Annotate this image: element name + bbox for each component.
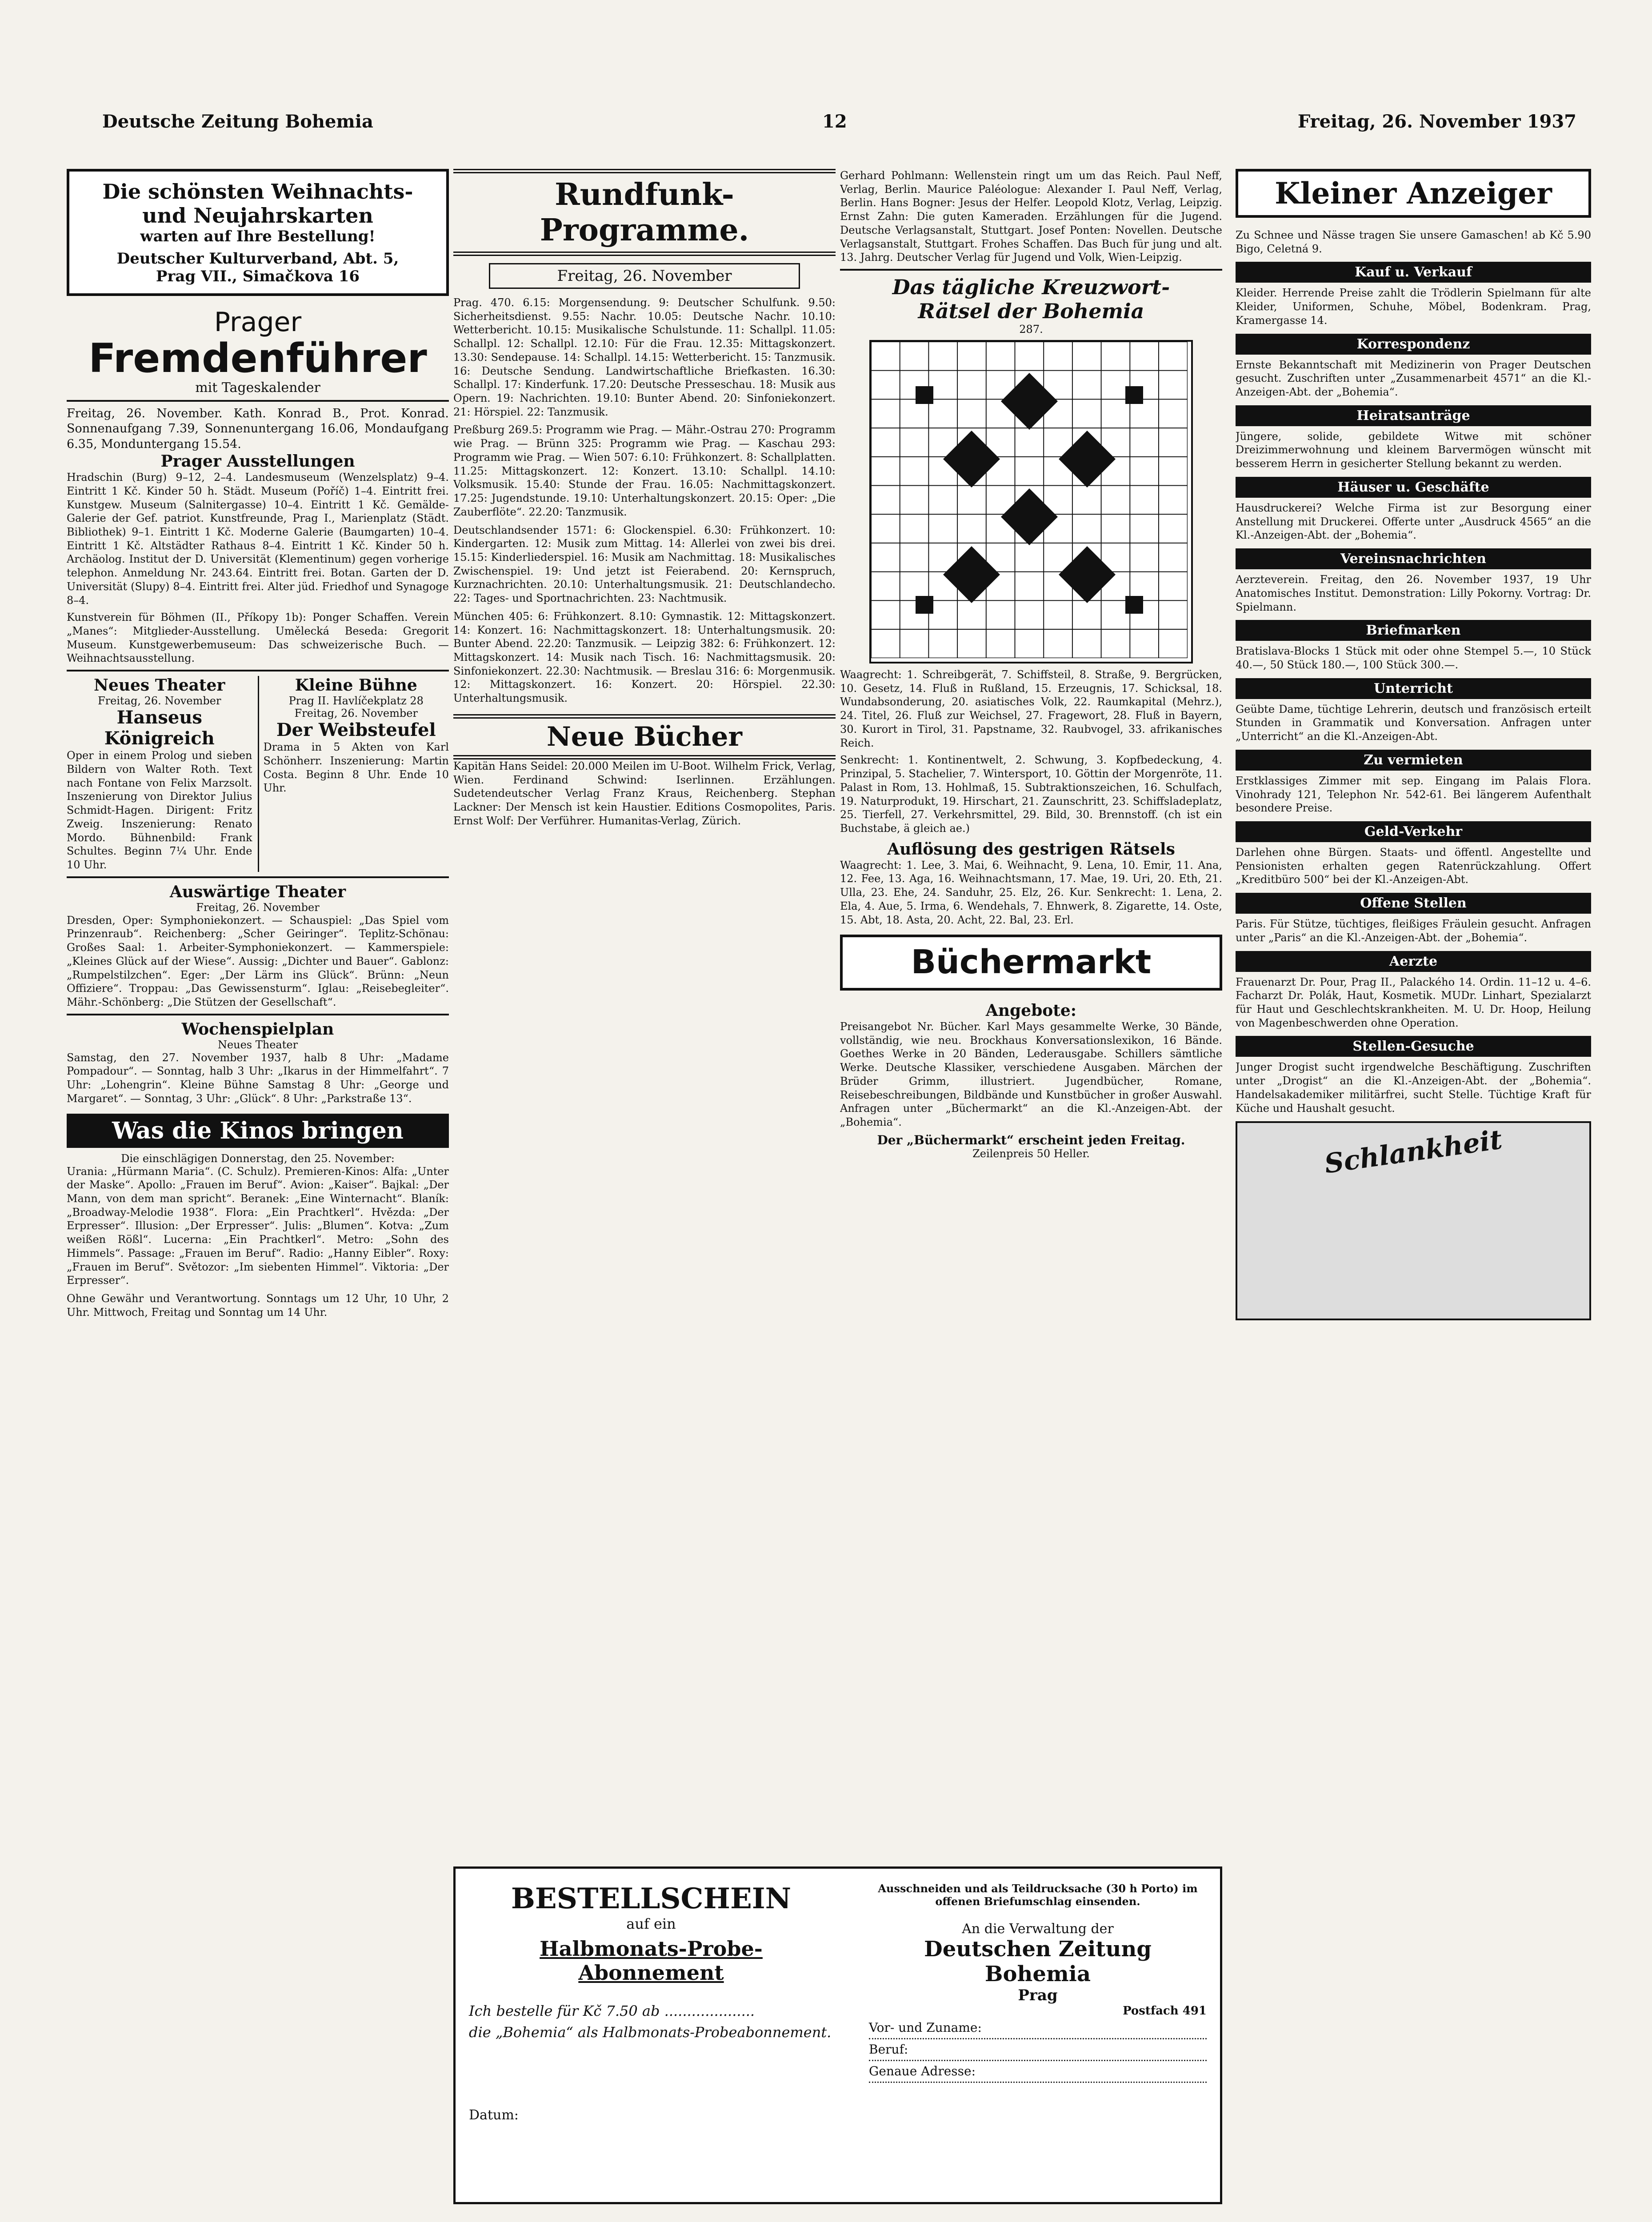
- guide-calendar-text: Freitag, 26. November. Kath. Konrad B., Prot. Konrad. Sonnenaufgang 7.39, Sonnenuntergang 16.06, Mondaufgang 6.35, Monduntergang 15.54.: [67, 406, 449, 451]
- solution-heading: Auflösung des gestrigen Rätsels: [887, 839, 1175, 859]
- order-date-label: Datum:: [469, 2107, 519, 2123]
- cinema-subheading: Die einschlägigen Donnerstag, den 25. November:: [121, 1152, 395, 1165]
- radio-date: Freitag, 26. November: [489, 263, 800, 289]
- crossword-number: 287.: [1019, 323, 1043, 336]
- order-form-note: Ausschneiden und als Teildrucksache (30 h Porto) im offenen Briefumschlag einsenden.: [878, 1882, 1198, 1908]
- name-field[interactable]: [869, 2020, 1207, 2039]
- theater-address: Prag II. Havlíčekplatz 28: [288, 695, 424, 707]
- divider: [840, 269, 1222, 271]
- weekly-schedule-heading: Wochenspielplan: [181, 1019, 334, 1039]
- order-form-offer: Halbmonats-Probe-Abonnement: [540, 1937, 763, 1985]
- outside-theater-date: Freitag, 26. November: [196, 901, 320, 914]
- slimming-advert: [1236, 1121, 1591, 1320]
- small-ad-text: Kleider. Herrende Preise zahlt die Trödlerin Spielmann für alte Kleider, Uniformen, Schuhe, Möbel, Bodenkram. Prag, Kramergasse 14.: [1236, 287, 1591, 327]
- advert-brand: Schlankheit: [1322, 1124, 1504, 1180]
- new-books-continued: Gerhard Pohlmann: Wellenstein ringt um um das Reich. Paul Neff, Verlag, Berlin. Maurice Paléologue: Alexander I. Paul Neff, Verlag, Berlin. Hans Bogner: Jesus der Helfer. Leopold Klotz, Verlag, Leipzig. Ernst Zahn: Die guten Kameraden. Erzählungen für die Jugend. Deutsche Verlagsanstalt, Stuttgart. Josef Ponten: Novellen. Deutsche Verlagsanstalt, Stuttgart. Frohes Schaffen. Das Buch für jung und alt. 13. Jahrg. Deutscher Verlag für Jugend und Volk, Wien-Leipzig.: [840, 169, 1222, 264]
- masthead-paper-name: Deutsche Zeitung Bohemia: [102, 111, 373, 132]
- radio-program-more: München 405: 6: Frühkonzert. 8.10: Gymnastik. 12: Mittagskonzert. 14: Konzert. 16: Nachmittagskonzert. 18: Unterhaltungsmusik. 20: Bunter Abend. 22.20: Tanzmusik. — Leipzig 382: 6: Frühkonzert. 12: Mittagskonzert. 14: Musik nach Tisch. 16: Nachmittagsmusik. 20: Sinfoniekonzert. 22.30: Nachtmusik. — Breslau 316: 6: Morgenmusik. 12: Mittagskonzert. 16: Konzert. 20: Hörspiel. 22.30: Unterhaltungsmusik.: [453, 610, 836, 705]
- order-line-2: die „Bohemia“ als Halbmonats-Probeabonnement.: [469, 2024, 832, 2041]
- cinema-heading: Was die Kinos bringen: [67, 1114, 449, 1148]
- play-details: Drama in 5 Akten von Karl Schönherr. Inszenierung: Martin Costa. Beginn 8 Uhr. Ende 10 Uhr.: [263, 741, 449, 795]
- guide-subtitle: mit Tageskalender: [195, 380, 320, 396]
- ad-line: Die schönsten Weihnachts-: [102, 180, 413, 204]
- section-correspondence: Korrespondenz: [1236, 334, 1591, 355]
- radio-program-other: Preßburg 269.5: Programm wie Prag. — Mähr.-Ostrau 270: Programm wie Prag. — Brünn 325: Programm wie Prag. — Kaschau 293: Programm wie Prag. — Wien 507: 6.10: Frühkonzert. 8: Schallplatten. 11.25: Mittagskonzert. 12: Konzert. 13.10: Schallpl. 14.10: Volksmusik. 15.40: Stunde der Frau. 16.05: Nachmittagskonzert. 17.25: Jugendstunde. 19.10: Unterhaltungskonzert. 20.15: Oper: „Die Zauberflöte“. 22.20: Tanzmusik.: [453, 424, 836, 518]
- order-form-right: [869, 1882, 1207, 2086]
- theater-date: Freitag, 26. November: [294, 707, 418, 720]
- order-form-title: BESTELLSCHEIN: [511, 1882, 792, 1915]
- section-rent: Zu vermieten: [1236, 750, 1591, 771]
- divider: [67, 1014, 449, 1015]
- section-clubs: Vereinsnachrichten: [1236, 548, 1591, 569]
- divider: [67, 876, 449, 878]
- crossword-across-clues: Waagrecht: 1. Schreibgerät, 7. Schiffsteil, 8. Straße, 9. Bergrücken, 10. Gesetz, 14. Fluß in Rußland, 15. Erzeugnis, 17. Schicksal, 18. Wundabsonderung, 20. asiatisches Volk, 22. Raumkapital (Mehrz.), 24. Titel, 26. Fluß zur Weichsel, 27. Fragewort, 28. Fluß in Bayern, 30. Kurort in Tirol, 31. Papstname, 32. Raubvogel, 33. afrikanisches Reich.: [840, 668, 1222, 749]
- radio-title: Rundfunk-Programme.: [453, 169, 836, 256]
- order-form-sub: auf ein: [626, 1915, 676, 1932]
- book-market-price: Zeilenpreis 50 Heller.: [972, 1147, 1090, 1160]
- job-field[interactable]: [869, 2042, 1207, 2061]
- page-number: 12: [822, 111, 847, 132]
- outside-theater-heading: Auswärtige Theater: [169, 882, 346, 901]
- section-stamps: Briefmarken: [1236, 620, 1591, 641]
- small-ad-text: Erstklassiges Zimmer mit sep. Eingang im Palais Flora. Vinohrady 121, Telephon Nr. 542-61. Bei längerem Aufenthalt besondere Preise.: [1236, 774, 1591, 815]
- small-ad-text: Jüngere, solide, gebildete Witwe mit schöner Dreizimmerwohnung und kleinem Barvermögen wünscht mit besserem Herrn in gesicherter Stellung bekannt zu werden.: [1236, 430, 1591, 470]
- address-field-label: Genaue Adresse:: [869, 2064, 976, 2078]
- theater-name: Neues Theater: [94, 676, 225, 695]
- play-title: Hanseus Königreich: [104, 707, 215, 749]
- outside-theater-text: Dresden, Oper: Symphoniekonzert. — Schauspiel: „Das Spiel vom Prinzenraub“. Reichenberg: „Scher Geiringer“. Teplitz-Schönau: Großes Saal: 1. Arbeiter-Symphoniekonzert. — Kammerspiele: „Kleines Glück auf der Wiese“. Aussig: „Dichter und Bauer“. Gablonz: „Rumpelstilzchen“. Eger: „Der Lärm ins Glück“. Brünn: „Neun Offiziere“. Troppau: „Das Gewissensturm“. Iglau: „Reisebegleiter“. Mähr.-Schönberg: „Die Stützen der Gesellschaft“.: [67, 914, 449, 1008]
- order-line-1: Ich bestelle für Kč 7.50 ab ....................: [469, 2002, 755, 2019]
- order-to-label: An die Verwaltung der: [962, 1921, 1114, 1937]
- column-4: [1236, 169, 1591, 2222]
- section-jobs-offered: Offene Stellen: [1236, 893, 1591, 914]
- section-marriage: Heiratsanträge: [1236, 405, 1591, 426]
- job-field-label: Beruf:: [869, 2042, 908, 2057]
- small-ad-text: Aerzteverein. Freitag, den 26. November 1937, 19 Uhr Anatomisches Institut. Demonstration: Lilly Pokorny. Vortrag: Dr. Spielmann.: [1236, 573, 1591, 613]
- radio-program-prague: Prag. 470. 6.15: Morgensendung. 9: Deutscher Schulfunk. 9.50: Sicherheitsdienst. 9.55: Nachr. 10.05: Deutsche Nachr. 10.10: Wetterbericht. 10.15: Musikalische Schulstunde. 11: Schallpl. 11.05: Schallpl. 12: Schallpl. 12.10: Für die Frau. 12.35: Mittagskonzert. 13.30: Sendepause. 14: Schallpl. 14.15: Wetterbericht. 15: Tanzmusik. 16: Deutsche Sendung. Landwirtschaftliche Briefkasten. 16.30: Schallpl. 17: Kinderfunk. 17.20: Deutsche Presseschau. 18: Musik aus Opern. 19: Nachrichten. 19.10: Bunter Abend. 20: Sinfoniekonzert. 21: Hörspiel. 22: Tanzmusik.: [453, 296, 836, 418]
- section-houses: Häuser u. Geschäfte: [1236, 477, 1591, 498]
- crossword-grid: [869, 340, 1193, 663]
- order-to-name: Deutschen Zeitung Bohemia: [924, 1937, 1152, 1986]
- book-market-sub: Angebote:: [985, 1001, 1077, 1020]
- small-ad-text: Junger Drogist sucht irgendwelche Beschäftigung. Zuschriften unter „Drogist“ an die Kl.-Anzeigen-Abt. der „Bohemia“. Handelsakademiker militärfrei, sucht Stelle. Tüchtige Kraft für Küche und Haushalt gesucht.: [1236, 1061, 1591, 1115]
- ad-line: Prag VII., Simačkova 16: [156, 268, 360, 285]
- ad-line: Deutscher Kulturverband, Abt. 5,: [116, 250, 399, 268]
- section-doctors: Aerzte: [1236, 951, 1591, 972]
- exhibitions-heading: Prager Ausstellungen: [160, 452, 355, 471]
- play-title: Der Weibsteufel: [276, 719, 436, 741]
- weekly-schedule-text: Samstag, den 27. November 1937, halb 8 Uhr: „Madame Pompadour“. — Sonntag, halb 3 Uhr: „Ikarus in der Himmelfahrt“. 7 Uhr: „Lohengrin“. Kleine Bühne Samstag 8 Uhr: „George und Margaret“. — Sonntag, 3 Uhr: „Glück“. 8 Uhr: „Parkstraße 13“.: [67, 1051, 449, 1105]
- book-market-title: Büchermarkt: [840, 935, 1222, 991]
- order-to-city: Prag: [1018, 1986, 1058, 2004]
- small-ads-title: Kleiner Anzeiger: [1236, 169, 1591, 218]
- crossword-title-line-2: Rätsel der Bohemia: [918, 299, 1144, 324]
- crossword-title-line-1: Das tägliche Kreuzwort-: [892, 275, 1170, 300]
- theater-right: [258, 676, 449, 871]
- theater-name: Kleine Bühne: [295, 676, 417, 695]
- book-market-footer: Der „Büchermarkt“ erscheint jeden Freitag.: [877, 1132, 1185, 1147]
- theater-date: Freitag, 26. November: [98, 695, 221, 707]
- section-money: Geld-Verkehr: [1236, 821, 1591, 842]
- book-market-text: Preisangebot Nr. Bücher. Karl Mays gesammelte Werke, 30 Bände, vollständig, wie neu. Brockhaus Konversationslexikon, 16 Bände. Goethes Werke in 20 Bänden, Lederausgabe. Schillers sämtliche Werke. Deutsche Klassiker, verschiedene Ausgaben. Märchen der Brüder Grimm, illustriert. Jugendbücher, Romane, Reisebeschreibungen, Bildbände und Kunstbücher in großer Auswahl. Anfragen unter „Büchermarkt“ an die Kl.-Anzeigen-Abt. der „Bohemia“.: [840, 1020, 1222, 1128]
- theater-listings: [67, 676, 449, 871]
- radio-program-germany: Deutschlandsender 1571: 6: Glockenspiel. 6.30: Frühkonzert. 10: Kindergarten. 12: Musik zum Mittag. 14: Allerlei von zwei bis drei. 15.15: Kinderliederspiel. 16: Musik am Nachmittag. 18: Musikalisches Zwischenspiel. 19: Und jetzt ist Feierabend. 20: Kernspruch, Kurznachrichten. 20.10: Unterhaltungsmusik. 21: Deutschlandecho. 22: Tages- und Sportnachrichten. 23: Nachtmusik.: [453, 524, 836, 605]
- ad-line: und Neujahrskarten: [142, 204, 373, 228]
- subscription-order-form: [453, 1866, 1222, 2204]
- small-ad-text: Frauenarzt Dr. Pour, Prag II., Palackého 14. Ordin. 11–12 u. 4–6. Facharzt Dr. Polák, Haut, Kosmetik. MUDr. Linhart, Spezialarzt für Haut und Geschlechtskrankheiten. M. U. Dr. Hoop, Heilung von Magenbeschwerden ohne Operation.: [1236, 975, 1591, 1029]
- play-details: Oper in einem Prolog und sieben Bildern von Walter Roth. Text nach Fontane von Felix Marzsolt. Inszenierung von Direktor Julius Schmidt-Hagen. Dirigent: Fritz Zweig. Inszenierung: Renato Mordo. Bühnenbild: Frank Schultes. Beginn 7¼ Uhr. Ende 10 Uhr.: [67, 749, 252, 871]
- section-lessons: Unterricht: [1236, 678, 1591, 699]
- divider: [67, 400, 449, 402]
- weekly-schedule-sub: Neues Theater: [217, 1038, 298, 1051]
- small-ad-text: Geübte Dame, tüchtige Lehrerin, deutsch und französisch erteilt Stunden in Grammatik und Konversation. Anfragen unter „Unterricht“ an die Kl.-Anzeigen-Abt.: [1236, 703, 1591, 743]
- section-buy-sell: Kauf u. Verkauf: [1236, 262, 1591, 283]
- order-form-left: [469, 1882, 833, 2123]
- ad-line: warten auf Ihre Bestellung!: [140, 228, 376, 245]
- name-field-label: Vor- und Zuname:: [869, 2020, 982, 2035]
- masthead-date: Freitag, 26. November 1937: [1297, 111, 1576, 132]
- guide-title-small: Prager: [214, 307, 302, 338]
- order-to-box: Postfach 491: [1123, 2004, 1207, 2018]
- small-ad-text: Darlehen ohne Bürgen. Staats- und öffentl. Angestellte und Pensionisten erhalten gegen Ratenrückzahlung. Offert „Kreditbüro 500“ bei der Kl.-Anzeigen-Abt.: [1236, 846, 1591, 886]
- new-books-text: Kapitän Hans Seidel: 20.000 Meilen im U-Boot. Wilhelm Frick, Verlag, Wien. Ferdinand Schwind: Iserlinnen. Erzählungen. Sudetendeutscher Verlag Franz Kraus, Reichenberg. Stephan Lackner: Der Mensch ist kein Haustier. Editions Cosmopolites, Paris. Ernst Wolf: Der Verführer. Humanitas-Verlag, Zürich.: [453, 759, 836, 827]
- guide-title: Fremdenführer: [88, 335, 427, 382]
- cinema-footer: Ohne Gewähr und Verantwortung. Sonntags um 12 Uhr, 10 Uhr, 2 Uhr. Mittwoch, Freitag und Sonntag um 14 Uhr.: [67, 1292, 449, 1319]
- address-field[interactable]: [869, 2064, 1207, 2083]
- solution-text: Waagrecht: 1. Lee, 3. Mai, 6. Weihnacht, 9. Lena, 10. Emir, 11. Ana, 12. Fee, 13. Aga, 16. Weihnachtsmann, 17. Mae, 19. Uri, 20. Eth, 21. Ulla, 23. Ehe, 24. Sanduhr, 25. Elz, 26. Kur. Senkrecht: 1. Lena, 2. Ela, 4. Aue, 5. Irma, 6. Wendehals, 7. Ehnwerk, 8. Zigarette, 14. Oste, 15. Abt, 18. Asta, 20. Acht, 22. Bal, 23. Erl.: [840, 859, 1222, 926]
- cinema-text: Urania: „Hürmann Maria“. (C. Schulz). Premieren-Kinos: Alfa: „Unter der Maske“. Apollo: „Frauen im Beruf“. Avion: „Kaiser“. Bajkal: „Der Mann, von dem man spricht“. Beranek: „Eine Winternacht“. Blaník: „Broadway-Melodie 1938“. Flora: „Ein Prachtkerl“. Hvězda: „Der Erpresser“. Illusion: „Der Erpresser“. Julis: „Blumen“. Kotva: „Zum weißen Rößl“. Lucerna: „Ein Prachtkerl“. Metro: „Sohn des Himmels“. Passage: „Frauen im Beruf“. Radio: „Hanny Eibler“. Roxy: „Frauen im Beruf“. Světozor: „Im siebenten Himmel“. Viktoria: „Der Erpresser“.: [67, 1165, 449, 1287]
- small-ad-text: Hausdruckerei? Welche Firma ist zur Besorgung einer Anstellung mit Druckerei. Offerte unter „Ausdruck 4565“ an die Kl.-Anzeigen-Abt. der „Bohemia“.: [1236, 501, 1591, 542]
- small-ad-text: Zu Schnee und Nässe tragen Sie unsere Gamaschen! ab Kč 5.90 Bigo, Celetná 9.: [1236, 229, 1591, 255]
- column-1: [67, 169, 449, 2222]
- new-books-title: Neue Bücher: [453, 714, 836, 759]
- greeting-cards-ad: [67, 169, 449, 296]
- masthead: [102, 111, 1576, 142]
- divider: [67, 670, 449, 671]
- small-ad-text: Paris. Für Stütze, tüchtiges, fleißiges Fräulein gesucht. Anfragen unter „Paris“ an die Kl.-Anzeigen-Abt. der „Bohemia“.: [1236, 918, 1591, 944]
- exhibitions-text: Hradschin (Burg) 9–12, 2–4. Landesmuseum (Wenzelsplatz) 9–4. Eintritt 1 Kč. Kinder 50 h. Städt. Museum (Poříč) 1–4. Eintritt frei. Kunstgew. Museum (Salnitergasse) 10–4. Eintritt 1 Kč. Gemälde-Galerie der Gef. patriot. Kunstfreunde, Prag I., Marienplatz (Städt. Bibliothek) 9–1. Eintritt 1 Kč. Moderne Galerie (Baumgarten) 10–4. Eintritt 1 Kč. Altstädter Rathaus 8–4. Eintritt 1 Kč. Kinder 50 h. Archäolog. Institut der D. Universität (Klementinum) gegen vorherige telephon. Anmeldung Nr. 243.64. Eintritt frei. Botan. Garten der D. Universität (Slupy) 8–4. Eintritt frei. Alter jüd. Friedhof und Synagoge 8–4.: [67, 471, 449, 607]
- theater-left: [67, 676, 252, 871]
- section-jobs-wanted: Stellen-Gesuche: [1236, 1036, 1591, 1057]
- small-ad-text: Ernste Bekanntschaft mit Medizinerin von Prager Deutschen gesucht. Zuschriften unter „Zusammenarbeit 4571“ an die Kl.-Anzeigen-Abt. der „Bohemia“.: [1236, 358, 1591, 399]
- art-clubs-text: Kunstverein für Böhmen (II., Příkopy 1b): Ponger Schaffen. Verein „Manes“: Mitglieder-Ausstellung. Umělecká Beseda: Gregorit Museum. Kunstgewerbemuseum: Das schweizerische Buch. — Weihnachtsausstellung.: [67, 611, 449, 665]
- crossword-down-clues: Senkrecht: 1. Kontinentwelt, 2. Schwung, 3. Kopfbedeckung, 4. Prinzipal, 5. Stachelier, 7. Wintersport, 10. Göttin der Morgenröte, 11. Palast in Rom, 13. Hohlmaß, 15. Subtraktionszeichen, 16. Schulfach, 19. Naturprodukt, 19. Hirschart, 21. Zaunschritt, 23. Schiffsladeplatz, 25. Tierfell, 27. Verkehrsmittel, 29. Bild, 30. Brennstoff. (ch ist ein Buchstabe, ä gleich ae.): [840, 754, 1222, 835]
- crossword-grid-graphic: [871, 342, 1188, 658]
- small-ad-text: Bratislava-Blocks 1 Stück mit oder ohne Stempel 5.—, 10 Stück 40.—, 50 Stück 180.—, 100 Stück 300.—.: [1236, 645, 1591, 671]
